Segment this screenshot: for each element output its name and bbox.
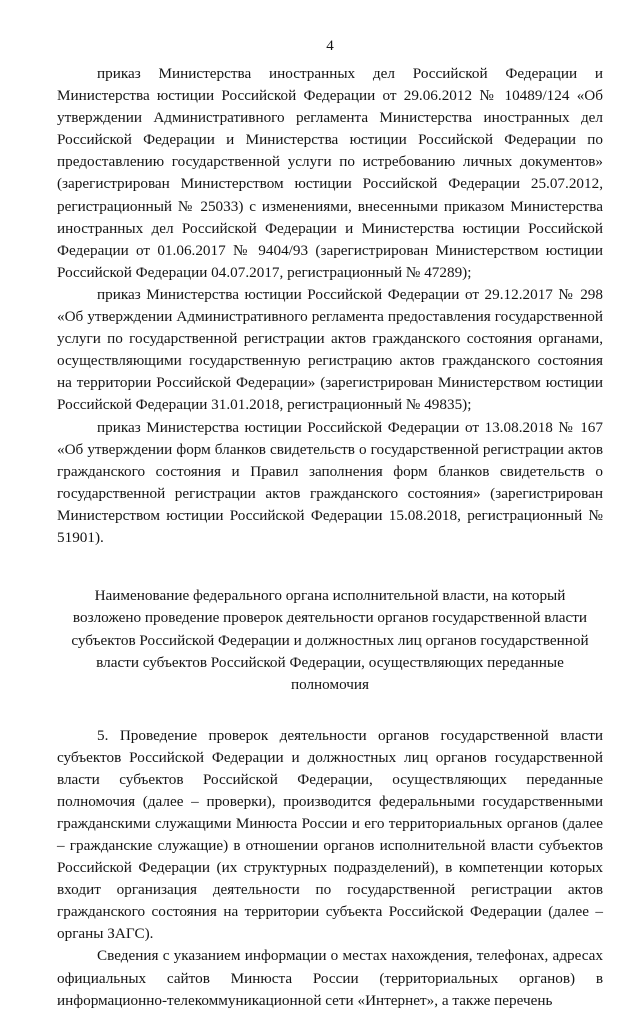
document-body xyxy=(57,63,603,1012)
order-paragraph-foreign-affairs: приказ Министерства иностранных дел Российской Федерации и Министерства юстиции Российской Федерации от 29.06.2012 № 10489/124 «Об утверждении Административного регламента Министерства иностранных дел Российской Федерации и Министерства юстиции Российской Федерации по предоставлению государственной услуги по истребованию личных документов» (зарегистрирован Министерством юстиции Российской Федерации 25.07.2012, регистрационный № 25033) с изменениями, внесенными приказом Министерства иностранных дел Российской Федерации и Министерства юстиции Российской Федерации от 01.06.2017 № 9404/93 (зарегистрирован Министерством юстиции Российской Федерации 04.07.2017, регистрационный № 47289); xyxy=(57,65,603,281)
clause-5-paragraph: 5. Проведение проверок деятельности органов государственной власти субъектов Российской Федерации и должностных лиц органов государственной власти субъектов Российской Федерации, осуществляющих переданные полномочия (далее – проверки), производится федеральными государственными гражданскими служащими Минюста России и его территориальных органов (далее – гражданские служащие) в отношении органов исполнительной власти субъектов Российской Федерации (их структурных подразделений), в компетенции которых входит организация деятельности по государственной регистрации актов гражданского состояния на территории субъекта Российской Федерации (далее – органы ЗАГС). xyxy=(57,726,603,943)
section-heading: Наименование федерального органа исполнительной власти, на который возложено проведение проверок деятельности органов государственной власти субъектов Российской Федерации и должностных лиц органов государственной власти субъектов Российской Федерации, осуществляющих переданные полномочия xyxy=(71,587,589,694)
order-paragraph-certificate-forms: приказ Министерства юстиции Российской Федерации от 13.08.2018 № 167 «Об утверждении форм бланков свидетельств о государственной регистрации актов гражданского состояния и Правил заполнения форм бланков свидетельств о государственной регистрации актов гражданского состояния» (зарегистрирован Министерством юстиции Российской Федерации 15.08.2018, регистрационный № 51901). xyxy=(57,418,603,546)
order-paragraph-civil-registration-regulation: приказ Министерства юстиции Российской Федерации от 29.12.2017 № 298 «Об утверждении Административного регламента предоставления государственной услуги по государственной регистрации актов гражданского состояния органами, осуществляющими государственную регистрацию актов гражданского состояния на территории Российской Федерации» (зарегистрирован Министерством юстиции Российской Федерации 31.01.2018, регистрационный № 49835); xyxy=(57,285,603,414)
page-number: 4 xyxy=(326,38,334,54)
contact-info-paragraph: Сведения с указанием информации о местах нахождения, телефонах, адресах официальных сайтов Минюста России (территориальных органов) в информационно-телекоммуникационной сети «Интернет», а также перечень xyxy=(57,947,603,1009)
